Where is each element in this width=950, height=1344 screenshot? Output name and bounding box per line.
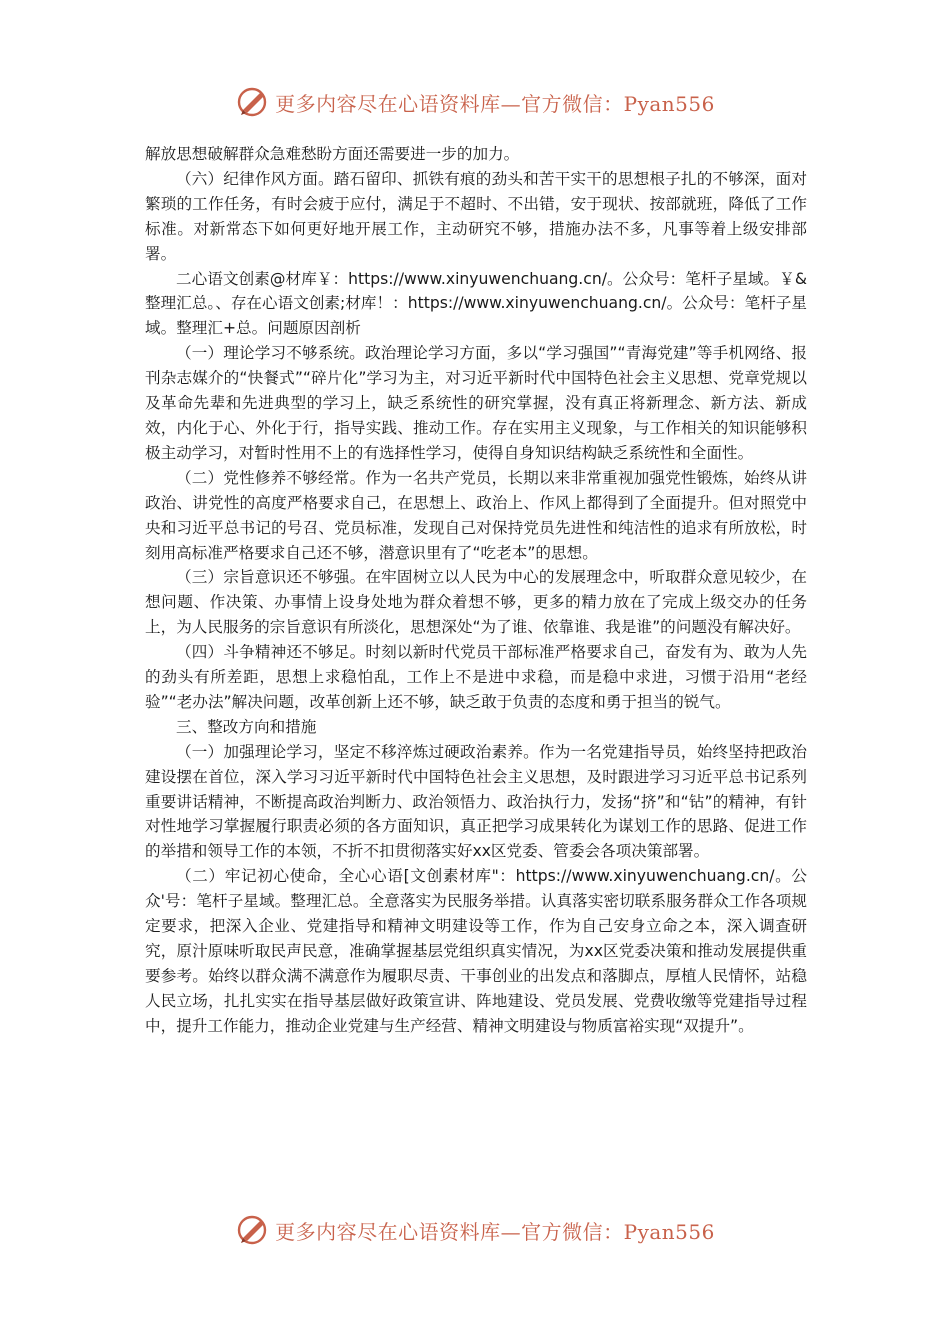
paragraph-theory-study: （一）理论学习不够系统。政治理论学习方面，多以“学习强国”“青海党建”等手机网络、报刊杂志媒介的“快餐式”“碎片化”学习为主，对习近平新时代中国特色社会主义思想、党章党规以及革命先辈和先进典型的学习上，缺乏系统性的研究掌握，没有真正将新理念、新方法、新成效，内化于心、外化于行，指导实践、推动工作。存在实用主义现象，与工作相关的知识能够积极主动学习，对暂时性用不上的有选择性学习，使得自身知识结构缺乏系统性和全面性。 <box>145 344 807 462</box>
pen-logo-icon <box>235 1212 271 1248</box>
paragraph-party-spirit: （二）党性修养不够经常。作为一名共产党员，长期以来非常重视加强党性锻炼，始终从讲政治、讲党性的高度严格要求自己，在思想上、政治上、作风上都得到了全面提升。但对照党中央和习近平总书记的号召、党员标准，发现自己对保持党员先进性和纯洁性的追求有所放松，时刻用高标准严格要求自己还不够，潜意识里有了“吃老本”的思想。 <box>145 468 807 562</box>
paragraph-purpose-awareness: （三）宗旨意识还不够强。在牢固树立以人民为中心的发展理念中，听取群众意见较少，在想问题、作决策、办事情上设身处地为群众着想不够，更多的精力放在了完成上级交办的任务上，为人民服务的宗旨意识有所淡化，思想深处“为了谁、依靠谁、我是谁”的问题没有解决好。 <box>145 568 807 637</box>
paragraph-cause-analysis-heading: 二心语文创素@材库￥：https://www.xinyuwenchuang.cn/。公众号：笔杆子星域。￥&整理汇总。、存在心语文创素;材库！：https://www.xinyuwenchuang.cn/。公众号：笔杆子星域。整理汇+总。问题原因剖析 <box>145 269 807 338</box>
paragraph-fighting-spirit: （四）斗争精神还不够足。时刻以新时代党员干部标准严格要求自己，奋发有为、敢为人先的劲头有所差距，思想上求稳怕乱，工作上不是进中求稳，而是稳中求进，习惯于沿用“老经验”“老办法”解决问题，改革创新上还不够，缺乏敢于负责的态度和勇于担当的锐气。 <box>145 643 807 711</box>
paragraph-strengthen-study: （一）加强理论学习，坚定不移淬炼过硬政治素养。作为一名党建指导员，始终坚持把政治建设摆在首位，深入学习习近平新时代中国特色社会主义思想，及时跟进学习习近平总书记系列重要讲话精神，不断提高政治判断力、政治领悟力、政治执行力，发扬“挤”和“钻”的精神，有针对性地学习掌握履行职责必须的各方面知识，真正把学习成果转化为谋划工作的思路、促进工作的举措和领导工作的本领，不折不扣贯彻落实好xx区党委、管委会各项决策部署。 <box>145 742 807 861</box>
footer-banner-text: 更多内容尽在心语资料库—官方微信：Pyan556 <box>275 1219 715 1244</box>
section-heading-rectification: 三、整改方向和措施 <box>176 717 317 736</box>
paragraph-discipline: （六）纪律作风方面。踏石留印、抓铁有痕的劲头和苦干实干的思想根子扎的不够深，面对繁琐的工作任务，有时会疲于应付，满足于不超时、不出错，安于现状、按部就班，降低了工作标准。对新常态下如何更好地开展工作，主动研究不够，措施办法不多，凡事等着上级安排部署。 <box>145 169 807 263</box>
footer-banner <box>0 1210 950 1250</box>
header-banner <box>0 82 950 122</box>
paragraph-original-mission: （二）牢记初心使命，全心心语[文创素材库"：https://www.xinyuwenchuang.cn/。公众'号：笔杆子星域。整理汇总。全意落实为民服务举措。认真落实密切联系服务群众工作各项规定要求，把深入企业、党建指导和精神文明建设等工作，作为自己安身立命之本，深入调查研究，原汁原味听取民声民意，准确掌握基层党组织真实情况，为xx区党委决策和推动发展提供重要参考。始终以群众满不满意作为履职尽责、干事创业的出发点和落脚点，厚植人民情怀，站稳人民立场，扎扎实实在指导基层做好政策宣讲、阵地建设、党员发展、党费收缴等党建指导过程中，提升工作能力，推动企业党建与生产经营、精神文明建设与物质富裕实现“双提升”。 <box>145 867 807 1035</box>
document-body <box>145 142 807 1039</box>
header-banner-text: 更多内容尽在心语资料库—官方微信：Pyan556 <box>275 91 715 116</box>
pen-logo-icon <box>235 84 271 120</box>
paragraph-continuation: 解放思想破解群众急难愁盼方面还需要进一步的加力。 <box>145 145 520 163</box>
